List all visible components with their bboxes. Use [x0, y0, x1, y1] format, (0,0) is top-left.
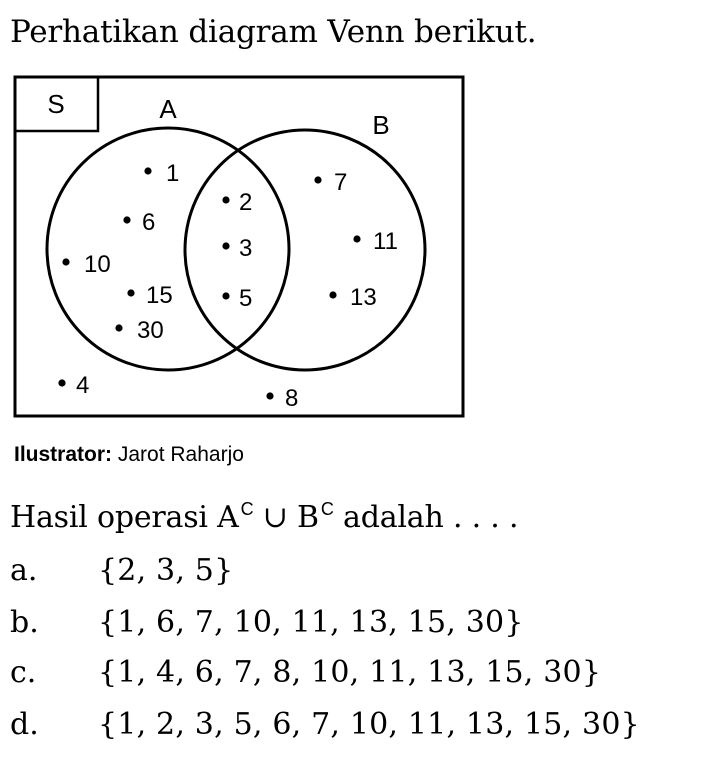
complement-superscript-a: C — [240, 499, 254, 519]
element-7 — [314, 169, 347, 196]
element-6 — [123, 209, 155, 236]
set-b-label: B — [372, 110, 390, 140]
question-suffix: adalah . . . . — [333, 500, 519, 535]
element-8 — [266, 385, 298, 412]
credit-label: Ilustrator: — [14, 443, 113, 466]
element-11 — [353, 228, 398, 255]
svg-text:15: 15 — [146, 282, 173, 309]
question-prefix: Hasil operasi A — [10, 500, 239, 535]
svg-text:3: 3 — [239, 235, 253, 262]
question-text — [10, 500, 518, 535]
universal-label: S — [47, 89, 65, 119]
element-2 — [222, 189, 252, 216]
svg-text:13: 13 — [350, 284, 377, 311]
option-set: {1, 2, 3, 5, 6, 7, 10, 11, 13, 15, 30} — [98, 707, 640, 742]
question-middle: ∪ B — [253, 500, 319, 535]
element-13 — [329, 284, 376, 311]
option-d[interactable] — [10, 707, 640, 742]
element-3 — [222, 235, 252, 262]
option-set: {1, 4, 6, 7, 8, 10, 11, 13, 15, 30} — [98, 655, 602, 690]
svg-text:6: 6 — [142, 209, 156, 236]
option-letter: a. — [10, 553, 38, 588]
svg-text:5: 5 — [239, 285, 253, 312]
option-letter: b. — [10, 605, 39, 640]
option-set: {2, 3, 5} — [98, 553, 234, 588]
option-set: {1, 6, 7, 10, 11, 13, 15, 30} — [98, 605, 524, 640]
svg-text:8: 8 — [285, 385, 299, 412]
complement-superscript-b: C — [320, 499, 334, 519]
svg-text:11: 11 — [373, 228, 398, 255]
element-15 — [127, 282, 172, 309]
option-b[interactable] — [10, 605, 524, 640]
svg-text:4: 4 — [76, 372, 90, 399]
option-letter: d. — [10, 707, 39, 742]
element-10 — [62, 251, 110, 278]
option-a[interactable] — [10, 553, 233, 588]
svg-text:1: 1 — [166, 160, 180, 187]
option-c[interactable] — [10, 655, 601, 690]
svg-text:10: 10 — [84, 251, 111, 278]
credit-name: Jarot Raharjo — [117, 443, 244, 466]
set-a-label: A — [159, 94, 177, 124]
svg-text:2: 2 — [239, 189, 253, 216]
element-30 — [115, 317, 163, 344]
option-letter: c. — [10, 655, 37, 690]
element-1 — [144, 160, 179, 187]
illustrator-credit — [14, 443, 244, 467]
element-5 — [222, 285, 252, 312]
svg-text:30: 30 — [137, 317, 164, 344]
intro-text: Perhatikan diagram Venn berikut. — [10, 14, 537, 50]
svg-text:7: 7 — [334, 169, 348, 196]
element-4 — [58, 372, 89, 399]
